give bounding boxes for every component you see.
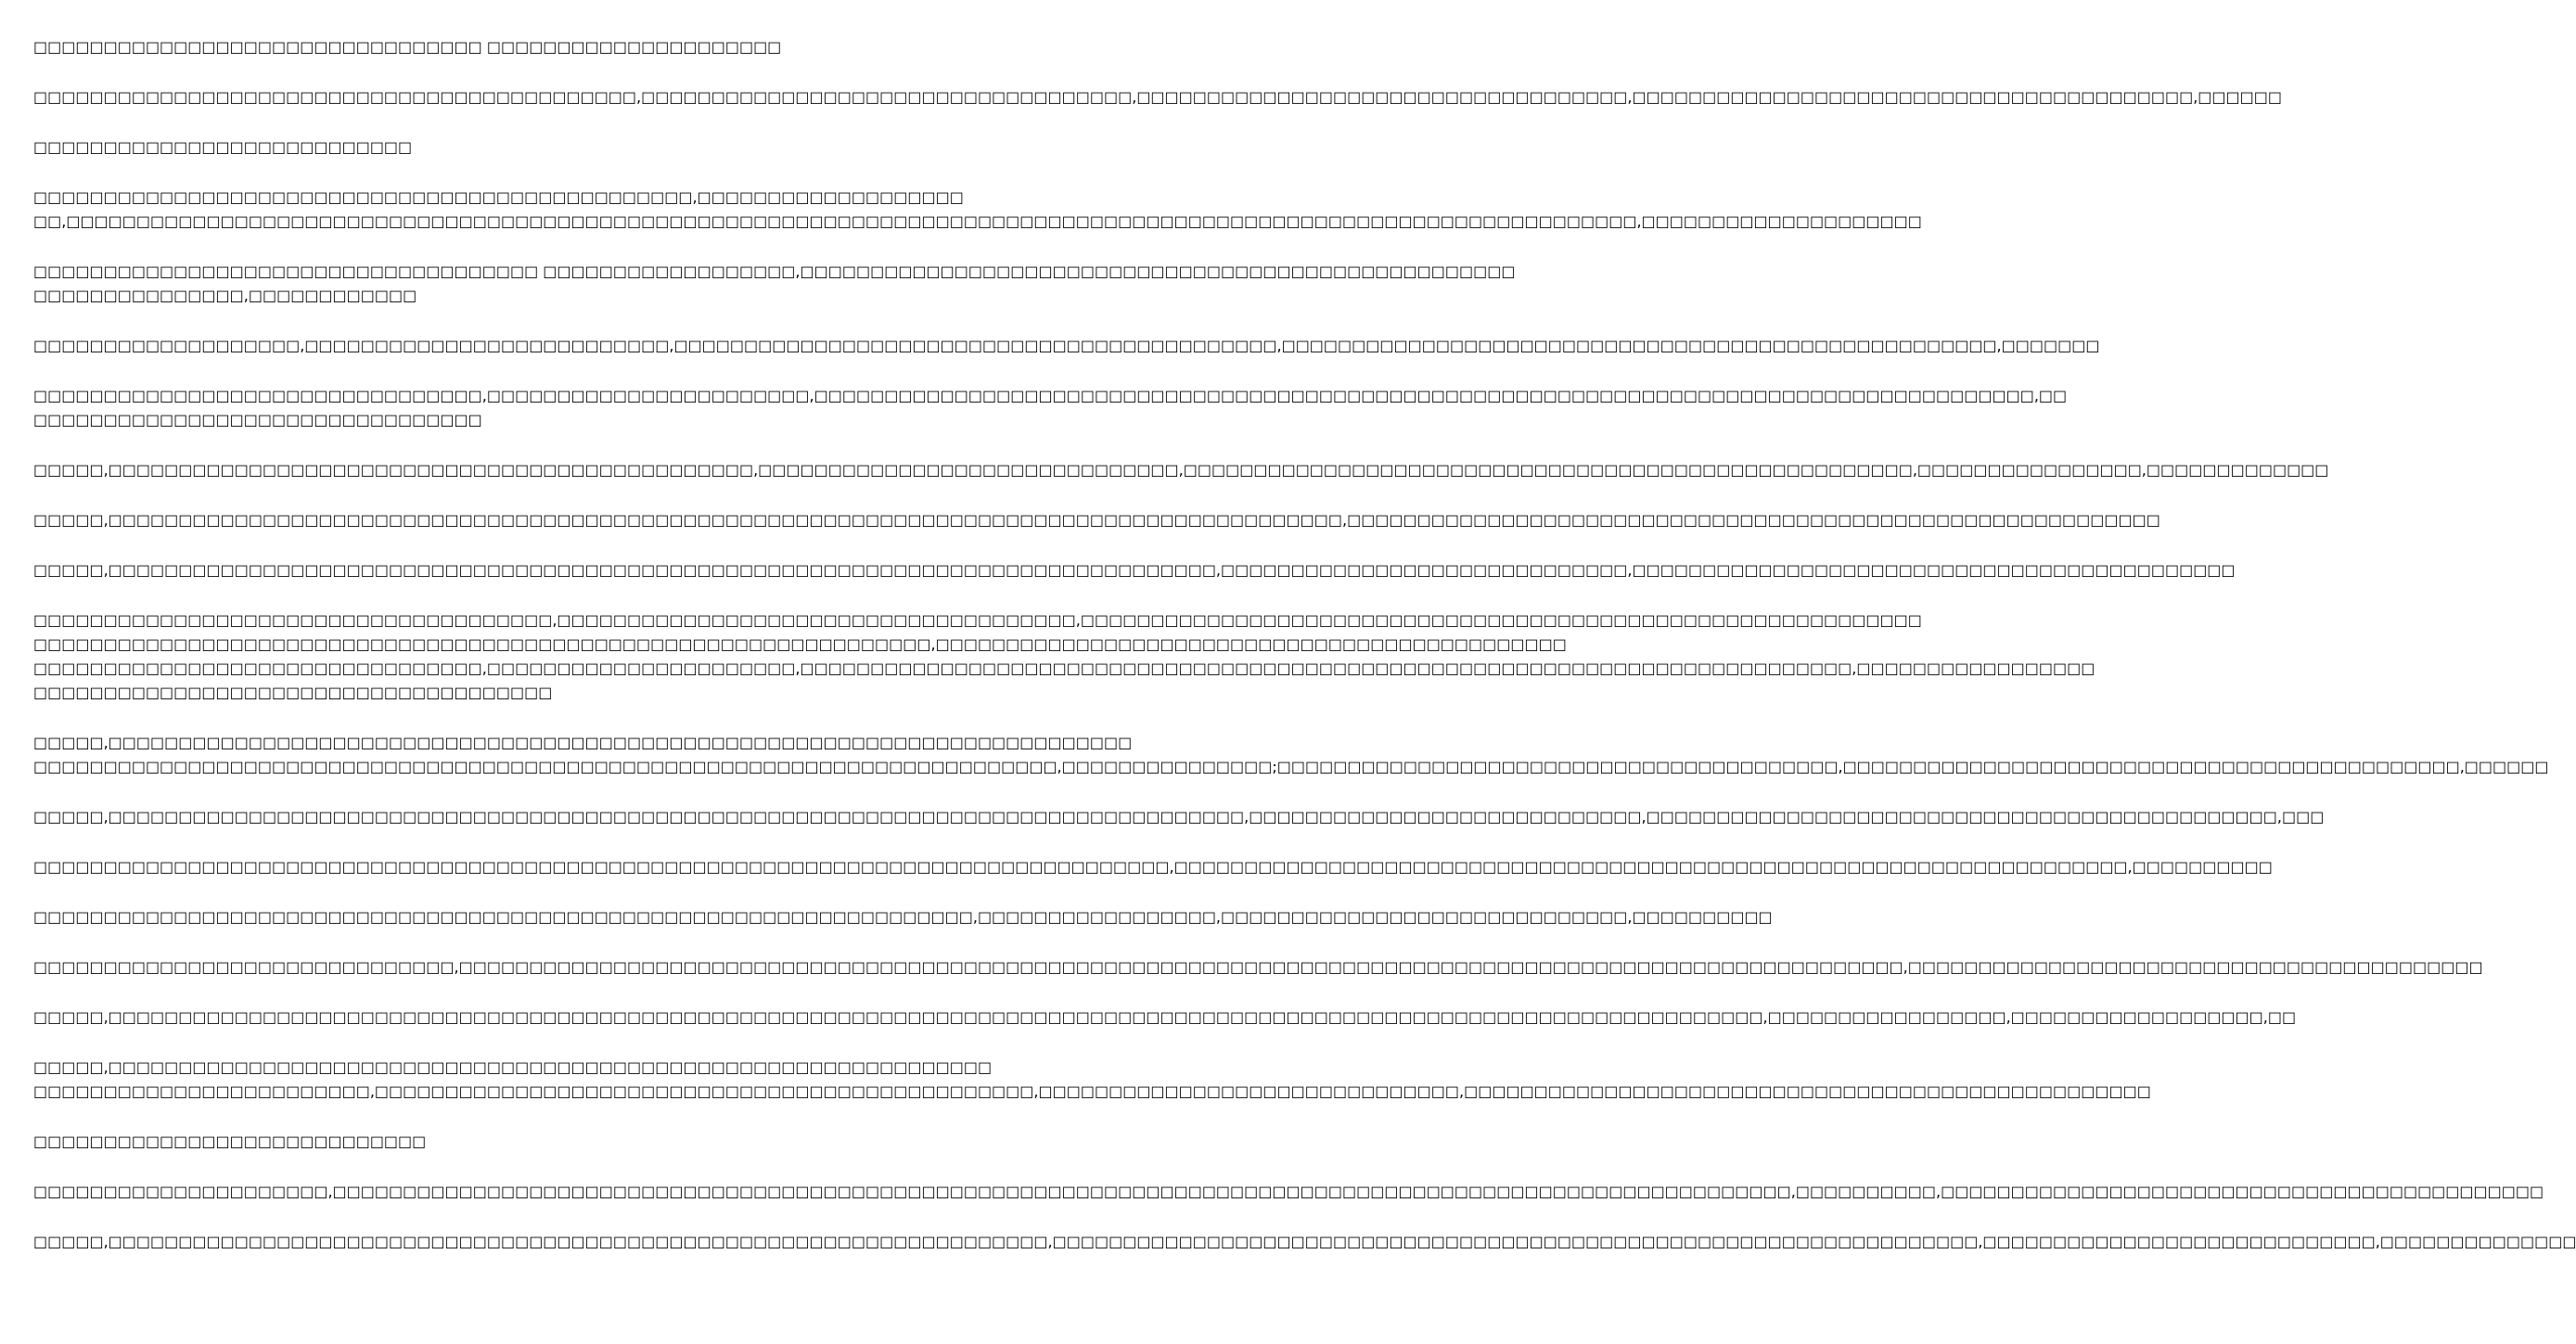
paragraph: [33, 260, 1516, 308]
text-line: □□□□□,□□□□□□□□□□□□□□□□□□□□□□□□□□□□□□□□□□□□□□□□□□□□□□□□□□□□□□□□□□□□□□□□□□□,□□□□□□□□□□□□□□□□□□□□□□□□□□□□□□□□□□□□□□□□□□□□□□□□□□□□□□□□□□□□□□□□□□,□□□□□□□□□□□□□□□□□□□□□□□□□□□□,□□□□□□□□□□□□□□: [33, 1233, 2576, 1250]
text-line: □□□□□□□□□□□□□□□□□□□,□□□□□□□□□□□□□□□□□□□□□□□□□□,□□□□□□□□□□□□□□□□□□□□□□□□□□□□□□□□□□□□□□□□□□□,□□□□□□□□□□□□□□□□□□□□□□□□□□□□□□□□□□□□□□□□□□□□□□□□□□□,□□□□□□□: [33, 337, 2100, 354]
paragraph: [33, 1130, 918, 1154]
text-line: □□□□□,□□□□□□□□□□□□□□□□□□□□□□□□□□□□□□□□□□□□□□□□□□□□□□□□□□□□□□□□□□□□□□□□□□□□□□□□□□□□□□□,□□□□□□□□□□□□□□□□□□□□□□□□□□□□□,□□□□□□□□□□□□□□□□□□□□□□□□□□□□□□□□□□□□□□□□□□□: [33, 561, 2236, 579]
text-line: □□,□□□□□□□□□□□□□□□□□□□□□□□□□□□□□□□□□□□□□□□□□□□□□□□□□□□□□□□□□□□□□□□□□□□□□□□□□□□□□□□□□□□□□□□□□□□□□□□□□□□□□□□□□□□□□□□□,□□□□□□□□□□□□□□□□□□□□: [33, 212, 1922, 230]
paragraph: [33, 731, 2549, 779]
text-line: □□□□□□□□□□□□□□□□□□□□□□□□□□□□□□□□□□□□□□□□□□□□□□□□□□□□□□□□□□□□□□□□□□□□□□□□□,□□□□□□□□□□□□□□□;□□□□□□□□□□□□□□□□□□□□□□□□□□□□□□□□□□□□□□□□,□□□□□□□□□□□□□□□□□□□□□□□□□□□□□□□□□□□□□□□□□□□□,□□□□□□: [33, 758, 2549, 775]
text-line: □□□□□□□□□□□□□□□□□□□□□□□□□□□□□□□□□□□□□□□□□□□□□□□□□□□□□□□□□□□□□□□□,□□□□□□□□□□□□□□□□□□□□□□□□□□□□□□□□□□□□□□□□□□□□□: [33, 635, 1567, 653]
text-line: □□□□□,□□□□□□□□□□□□□□□□□□□□□□□□□□□□□□□□□□□□□□□□□□□□□□□□□□□□□□□□□□□□□□□□□□□□□□□□□: [33, 734, 1133, 751]
paragraph: [33, 1056, 2151, 1104]
text-line: □□□□□,□□□□□□□□□□□□□□□□□□□□□□□□□□□□□□□□□□□□□□□□□□□□□□,□□□□□□□□□□□□□□□□□□□□□□□□□□□□□□,□□□□□□□□□□□□□□□□□□□□□□□□□□□□□□□□□□□□□□□□□□□□□□□□□□□□,□□□□□□□□□□□□□□□□,□□□□□□□□□□□□□: [33, 461, 2329, 479]
text-line: □□□□□□□□□□□□□□□□□□□□□□□□□□□□□□□□ □□□□□□□□□□□□□□□□□□□□□: [33, 38, 782, 56]
paragraph: [33, 1230, 2576, 1254]
text-line: □□□□□□□□□□□□□□□□□□□□□□□□□□□□□□□□□□□□□□□□□□□□□□□□□□□□□□□□□□□□□□□□□□□,□□□□□□□□□□□□□□□□□,□□□□□□□□□□□□□□□□□□□□□□□□□□□□□,□□□□□□□□□□: [33, 908, 1773, 926]
paragraph: [33, 35, 918, 59]
text-line: □□□□□□□□□□□□□□□□□□□□□□□□□□□□□□□□□□□□□□□□□□□,□□□□□□□□□□□□□□□□□□□□□□□□□□□□□□□□□□□,□□□□□□□□□□□□□□□□□□□□□□□□□□□□□□□□□□□,□□□□□□□□□□□□□□□□□□□□□□□□□□□□□□□□□□□□□□□□,□□□□□□: [33, 88, 2282, 106]
paragraph: [33, 955, 2483, 979]
text-line: □□□□□□□□□□□□□□□□□□□□□□□□□□□□□□□□,□□□□□□□□□□□□□□□□□□□□□□□,□□□□□□□□□□□□□□□□□□□□□□□□□□□□□□□□□□□□□□□□□□□□□□□□□□□□□□□□□□□□□□□□□□□□□□□□□□□□□□□□□□□□□□□,□□: [33, 387, 2068, 404]
text-line: □□□□□,□□□□□□□□□□□□□□□□□□□□□□□□□□□□□□□□□□□□□□□□□□□□□□□□□□□□□□□□□□□□□□□: [33, 1058, 993, 1076]
paragraph: [33, 558, 2236, 582]
text-line: □□□□□□□□□□□□□□□□□□□□□□□□□□□□□□□□□□□□□: [33, 684, 553, 701]
text-line: □□□□□,□□□□□□□□□□□□□□□□□□□□□□□□□□□□□□□□□□□□□□□□□□□□□□□□□□□□□□□□□□□□□□□□□□□□□□□□□□□□□□□□□,□□□□□□□□□□□□□□□□□□□□□□□□□□□□,□□□□□□□□□□□□□□□□□□□□□□□□□□□□□□□□□□□□□□□□□□□□□,□□□: [33, 808, 2325, 826]
text-line: □□□□□□□□□□□□□□□□□□□□□□□□,□□□□□□□□□□□□□□□□□□□□□□□□□□□□□□□□□□□□□□□□□□□□□□□,□□□□□□□□□□□□□□□□□□□□□□□□□□□□□□,□□□□□□□□□□□□□□□□□□□□□□□□□□□□□□□□□□□□□□□□□□□□□□□□□: [33, 1082, 2151, 1100]
paragraph: [33, 384, 2068, 432]
document-page: [33, 35, 2576, 1280]
text-line: □□□□□□□□□□□□□□□□□□□□□□□□□□□□□□□□□□□□□,□□□□□□□□□□□□□□□□□□□□□□□□□□□□□□□□□□□□□,□□□□□□□□□□□□□□□□□□□□□□□□□□□□□□□□□□□□□□□□□□□□□□□□□□□□□□□□□□□□: [33, 611, 1922, 629]
text-line: □□□□□□□□□□□□□□□□□□□□□□□□□□□□□□□□□□□□ □□□□□□□□□□□□□□□□□□,□□□□□□□□□□□□□□□□□□□□□□□□□□□□□□□□□□□□□□□□□□□□□□□□□□□: [33, 262, 1516, 280]
text-line: □□□□□□□□□□□□□□□□□□□□□□□□□□□□□□,□□□□□□□□□□□□□□□□□□□□□□□□□□□□□□□□□□□□□□□□□□□□□□□□□□□□□□□□□□□□□□□□□□□□□□□□□□□□□□□□□□□□□□□□□□□□□□□□□□□□□□□,□□□□□□□□□□□□□□□□□□□□□□□□□□□□□□□□□□□□□□□□□: [33, 958, 2483, 976]
paragraph: [33, 1180, 2544, 1204]
text-line: □□□□□□□□□□□□□□□□□□□□□□□□□□□□□□□□: [33, 411, 482, 429]
text-line: □□□□□□□□□□□□□□□□□□□□□□□□□□□□□□□□,□□□□□□□□□□□□□□□□□□□□□□,□□□□□□□□□□□□□□□□□□□□□□□□□□□□□□□□□□□□□□□□□□□□□□□□□□□□□□□□□□□□□□□□□□□□□□□□□□□,□□□□□□□□□□□□□□□□□: [33, 659, 2095, 677]
text-line: □□□□□□□□□□□□□□□□□□□□□,□□□□□□□□□□□□□□□□□□□□□□□□□□□□□□□□□□□□□□□□□□□□□□□□□□□□□□□□□□□□□□□□□□□□□□□□□□□□□□□□□□□□□□□□□□□□□□□□□□□□□□□□,□□□□□□□□□□,□□□□□□□□□□□□□□□□□□□□□□□□□□□□□□□□□□□□□□□□□□□: [33, 1183, 2544, 1200]
paragraph: [33, 855, 2273, 879]
text-line: □□□□□□□□□□□□□□□□□□□□□□□□□□□□□□□□□□□□□□□□□□□□□□□,□□□□□□□□□□□□□□□□□□□: [33, 188, 964, 206]
paragraph: [33, 135, 918, 160]
paragraph: [33, 1005, 2297, 1030]
paragraph: [33, 508, 2160, 532]
paragraph: [33, 608, 2095, 705]
paragraph: [33, 805, 2325, 829]
paragraph: [33, 905, 1773, 929]
text-line: □□□□□□□□□□□□□□□□□□□□□□□□□□□□: [33, 1133, 427, 1150]
paragraph: [33, 186, 1922, 234]
paragraph: [33, 334, 2100, 358]
text-line: □□□□□,□□□□□□□□□□□□□□□□□□□□□□□□□□□□□□□□□□□□□□□□□□□□□□□□□□□□□□□□□□□□□□□□□□□□□□□□□□□□□□□□□□□□□□□□□□□□□□□□□□□□□□□□□□□□□□□□□□□□□□,□□□□□□□□□□□□□□□□□,□□□□□□□□□□□□□□□□□□,□□: [33, 1008, 2297, 1026]
text-line: □□□□□□□□□□□□□□□□□□□□□□□□□□□□□□□□□□□□□□□□□□□□□□□□□□□□□□□□□□□□□□□□□□□□□□□□□□□□□□□□□,□□□□□□□□□□□□□□□□□□□□□□□□□□□□□□□□□□□□□□□□□□□□□□□□□□□□□□□□□□□□□□□□□□□□,□□□□□□□□□□: [33, 858, 2273, 876]
paragraph: [33, 85, 2282, 109]
text-line: □□□□□□□□□□□□□□□□□□□□□□□□□□□: [33, 138, 413, 156]
text-line: □□□□□,□□□□□□□□□□□□□□□□□□□□□□□□□□□□□□□□□□□□□□□□□□□□□□□□□□□□□□□□□□□□□□□□□□□□□□□□□□□□□□□□□□□□□□□□,□□□□□□□□□□□□□□□□□□□□□□□□□□□□□□□□□□□□□□□□□□□□□□□□□□□□□□□□□□: [33, 511, 2160, 529]
paragraph: [33, 458, 2329, 482]
text-line: □□□□□□□□□□□□□□□,□□□□□□□□□□□□: [33, 287, 417, 304]
